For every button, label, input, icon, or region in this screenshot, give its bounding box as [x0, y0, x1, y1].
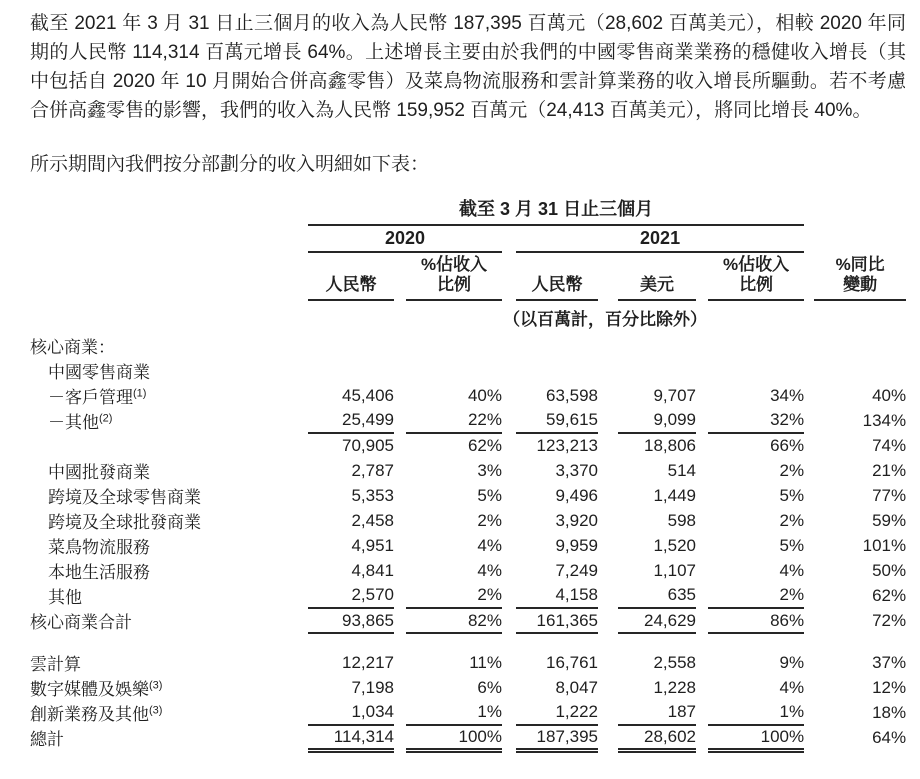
- value-cell: 4,158: [516, 583, 598, 608]
- value-cell: 4,951: [351, 535, 394, 555]
- value-cell: 66%: [770, 436, 805, 455]
- row-cainiao-logistics: [30, 533, 906, 558]
- row-label: 中國批發商業: [48, 463, 150, 482]
- value-cell: 1%: [708, 700, 804, 725]
- row-customer-management: [30, 383, 906, 408]
- value-cell: 9,959: [555, 535, 598, 555]
- value-cell: 123,213: [536, 436, 598, 455]
- value-cell: 187: [618, 700, 696, 725]
- value-cell: 24,629: [618, 608, 696, 633]
- row-label: －其他$^{(2)}$: [48, 412, 113, 432]
- value-cell: 82%: [406, 608, 502, 633]
- value-cell: 16,761: [546, 652, 598, 672]
- value-cell: 62%: [467, 436, 502, 455]
- value-cell: 2%: [477, 510, 502, 530]
- year-2021-header: 2021: [516, 225, 804, 252]
- value-cell: 161,365: [516, 608, 598, 633]
- row-label: 創新業務及其他$^{(3)}$: [30, 704, 163, 724]
- value-cell: 93,865: [308, 608, 394, 633]
- value-cell: 12,217: [342, 652, 394, 672]
- row-label: 數字媒體及娛樂$^{(3)}$: [30, 679, 163, 699]
- intro-paragraph: 截至 2021 年 3 月 31 日止三個月的收入為人民幣 187,395 百萬元（28,602 百萬美元），相較 2020 年同期的人民幣 114,314 百萬元增長 64%。上述增長主要由於我們的中國零售商業業務的穩健收入增長（其中包括自 2020 年 10 月開始合併高鑫零售）及菜鳥物流服務和雲計算業務的收入增長所驅動。若不考慮合併高鑫零售的影響，我們的收入為人民幣 159,952 百萬元（24,413 百萬美元），將同比增長 40%。: [30, 13, 906, 121]
- row-label: 核心商業合計: [30, 613, 132, 632]
- value-cell: 22%: [406, 408, 502, 433]
- value-cell: 9,707: [653, 385, 696, 405]
- row-other-core: [30, 583, 906, 608]
- row-label: 中國零售商業: [48, 363, 150, 382]
- value-cell: 77%: [872, 485, 907, 505]
- value-cell: 32%: [708, 408, 804, 433]
- row-intl-retail: [30, 483, 906, 508]
- value-cell: 40%: [872, 385, 907, 405]
- value-cell: 1,520: [653, 535, 696, 555]
- value-cell: 9%: [779, 652, 805, 672]
- value-cell: 3,370: [555, 460, 598, 480]
- value-cell: 100%: [708, 725, 804, 750]
- value-cell: 12%: [872, 677, 907, 697]
- value-cell: 100%: [406, 725, 502, 750]
- value-cell: 1,222: [516, 700, 598, 725]
- row-china-retail-subtotal: [30, 433, 906, 458]
- value-cell: 598: [667, 510, 696, 530]
- value-cell: 514: [667, 460, 696, 480]
- row-core-commerce-total: [30, 608, 906, 633]
- value-cell: 2,458: [351, 510, 394, 530]
- row-intl-wholesale: [30, 508, 906, 533]
- value-cell: 2,558: [653, 652, 696, 672]
- value-cell: 18%: [872, 702, 907, 722]
- value-cell: 37%: [872, 652, 907, 672]
- value-cell: 45,406: [342, 385, 394, 405]
- col-header-rmb-2021: 人民幣: [516, 252, 598, 300]
- row-label: [30, 433, 308, 458]
- year-header-row: [30, 225, 906, 252]
- value-cell: 1,034: [308, 700, 394, 725]
- column-header-row: [30, 252, 906, 300]
- table-lead-in: 所示期間內我們按分部劃分的收入明細如下表：: [30, 154, 430, 175]
- value-cell: 2,570: [308, 583, 394, 608]
- footnote-marker: (3): [149, 679, 163, 692]
- value-cell: 4%: [477, 535, 502, 555]
- value-cell: 1,449: [653, 485, 696, 505]
- spacer-row: [30, 633, 906, 650]
- value-cell: 2%: [708, 583, 804, 608]
- row-label: 雲計算: [30, 655, 81, 674]
- value-cell: 74%: [872, 435, 907, 455]
- row-cloud-computing: [30, 650, 906, 675]
- value-cell: 1,107: [653, 560, 696, 580]
- footnote-marker: (1): [133, 387, 147, 400]
- value-cell: 50%: [872, 560, 907, 580]
- row-label: 跨境及全球零售商業: [48, 488, 201, 507]
- col-header-usd-2021: 美元: [618, 252, 696, 300]
- value-cell: 63,598: [546, 385, 598, 405]
- value-cell: 4%: [779, 677, 805, 697]
- row-label: 跨境及全球批發商業: [48, 513, 201, 532]
- value-cell: 4,841: [351, 560, 394, 580]
- row-innovation-initiatives: [30, 700, 906, 725]
- footnote-marker: (2): [99, 412, 113, 425]
- value-cell: 25,499: [308, 408, 394, 433]
- value-cell: 9,496: [555, 485, 598, 505]
- value-cell: 72%: [872, 610, 907, 630]
- value-cell: 34%: [770, 385, 805, 405]
- footnote-marker: (3): [149, 704, 163, 717]
- col-header-rmb-2020: 人民幣: [308, 252, 394, 300]
- value-cell: 18,806: [644, 436, 696, 455]
- value-cell: 5%: [779, 485, 805, 505]
- value-cell: 62%: [872, 585, 907, 605]
- value-cell: 59,615: [516, 408, 598, 433]
- value-cell: 11%: [469, 652, 502, 672]
- value-cell: 3%: [477, 460, 502, 480]
- row-local-services: [30, 558, 906, 583]
- value-cell: 6%: [477, 677, 502, 697]
- value-cell: 635: [618, 583, 696, 608]
- value-cell: 2,787: [351, 460, 394, 480]
- row-china-retail-heading: [30, 358, 906, 383]
- units-note: （以百萬計，百分比除外）: [503, 309, 708, 329]
- row-label: 本地生活服務: [48, 563, 150, 582]
- revenue-by-segment-table: [30, 195, 906, 753]
- value-cell: 21%: [872, 460, 907, 480]
- row-label: 核心商業：: [30, 338, 115, 357]
- value-cell: 3,920: [555, 510, 598, 530]
- value-cell: 114,314: [308, 725, 394, 750]
- value-cell: 9,099: [618, 408, 696, 433]
- year-2020-header: 2020: [308, 225, 502, 252]
- value-cell: 134%: [862, 410, 907, 430]
- value-cell: 7,198: [351, 677, 394, 697]
- row-label: 菜鳥物流服務: [48, 538, 150, 557]
- value-cell: 64%: [872, 727, 907, 747]
- value-cell: 7,249: [555, 560, 598, 580]
- value-cell: 1,228: [653, 677, 696, 697]
- value-cell: 86%: [708, 608, 804, 633]
- value-cell: 5,353: [351, 485, 394, 505]
- value-cell: 101%: [862, 535, 907, 555]
- period-header-row: [30, 195, 906, 225]
- value-cell: 28,602: [618, 725, 696, 750]
- value-cell: 2%: [406, 583, 502, 608]
- value-cell: 70,905: [342, 436, 394, 455]
- value-cell: 5%: [779, 535, 805, 555]
- value-cell: 8,047: [555, 677, 598, 697]
- row-label: 總計: [30, 730, 64, 749]
- row-label: 其他: [48, 588, 82, 607]
- value-cell: 2%: [779, 510, 805, 530]
- value-cell: 187,395: [516, 725, 598, 750]
- units-note-row: [30, 300, 906, 333]
- col-header-pct-revenue-2021: %佔收入 比例: [708, 252, 804, 300]
- row-other-china-retail: [30, 408, 906, 433]
- row-total: [30, 725, 906, 750]
- table-period-header: 截至 3 月 31 日止三個月: [308, 195, 804, 225]
- col-header-yoy-change: %同比 變動: [814, 252, 906, 300]
- row-digital-media-entertainment: [30, 675, 906, 700]
- value-cell: 2%: [779, 460, 805, 480]
- row-label: －客戶管理$^{(1)}$: [48, 387, 147, 407]
- value-cell: 5%: [477, 485, 502, 505]
- value-cell: 40%: [467, 385, 502, 405]
- value-cell: 1%: [406, 700, 502, 725]
- row-china-wholesale: [30, 458, 906, 483]
- value-cell: 59%: [872, 510, 907, 530]
- row-core-commerce-heading: [30, 333, 906, 358]
- value-cell: 4%: [477, 560, 502, 580]
- col-header-pct-revenue-2020: %佔收入 比例: [406, 252, 502, 300]
- value-cell: 4%: [779, 560, 805, 580]
